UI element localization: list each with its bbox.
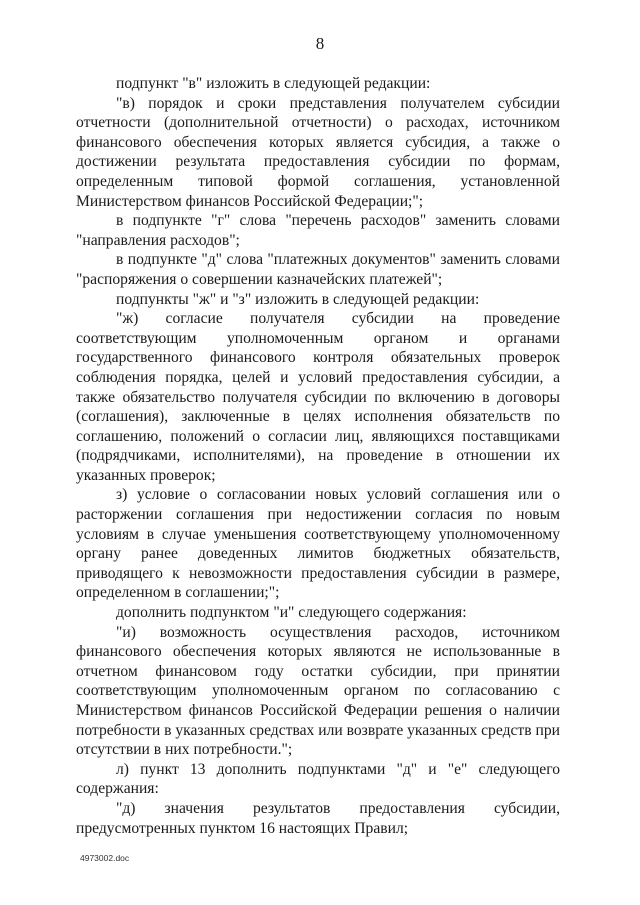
paragraph-subitem-v-text: "в) порядок и сроки представления получателем субсидии отчетности (дополнительной отчетности) о расходах, источником финансового обеспечения которых является субсидия, а также о достижении результата предоставления субсидии по формам, определенным типовой формой соглашения, установленной Министерством финансов Российской Федерации;";: [76, 94, 560, 210]
paragraph-item-l: л) пункт 13 дополнить подпунктами "д" и "е" следующего содержания:: [76, 760, 560, 798]
paragraph-subitem-i-text: "и) возможность осуществления расходов, источником финансового обеспечения которых являются не использованные в отчетном финансовом году остатки субсидии, при принятии соответствующим уполномоченным органом по согласованию с Министерством финансов Российской Федерации решения о наличии потребности в указанных средствах или возврате указанных средств при отсутствии в них потребности.";: [76, 623, 560, 759]
paragraph-subitem-i-intro: дополнить подпунктом "и" следующего содержания:: [116, 604, 467, 622]
document-body: [76, 74, 560, 838]
paragraph-subitem-g: в подпункте "г" слова "перечень расходов" заменить словами "направления расходов";: [76, 212, 560, 249]
paragraph-subitem-zh-text: "ж) согласие получателя субсидии на проведение соответствующим уполномоченным органом и органами государственного финансового контроля обязательных проверок соблюдения порядка, целей и условий предоставления субсидии, а также обязательство получателя субсидии по включению в договоры (соглашения), заключенные в целях исполнения обязательств по соглашению, положений о согласии лиц, являющихся поставщиками (подрядчиками, исполнителями), на проведение в отношении их указанных проверок;: [76, 310, 560, 484]
page-number: 8: [315, 34, 325, 53]
paragraph-subitem-d-values: "д) значения результатов предоставления субсидии, предусмотренных пунктом 16 настоящих Правил;: [76, 799, 560, 837]
paragraph-subitem-z-text: з) условие о согласовании новых условий соглашения или о расторжении соглашения при недостижении согласия по новым условиям в случае уменьшения соответствующему уполномоченному органу ранее доведенных лимитов бюджетных обязательств, приводящего к невозможности предоставления субсидии в размере, определенном в соглашении;";: [76, 486, 560, 602]
paragraph-subitem-d: в подпункте "д" слова "платежных документов" заменить словами "распоряжения о совершении казначейских платежей";: [76, 251, 560, 288]
paragraph-subitems-zh-z-intro: подпункты "ж" и "з" изложить в следующей редакции:: [116, 290, 480, 308]
document-filename: 4973002.doc: [80, 853, 130, 863]
paragraph-subitem-v-intro: подпункт "в" изложить в следующей редакции:: [116, 75, 431, 92]
